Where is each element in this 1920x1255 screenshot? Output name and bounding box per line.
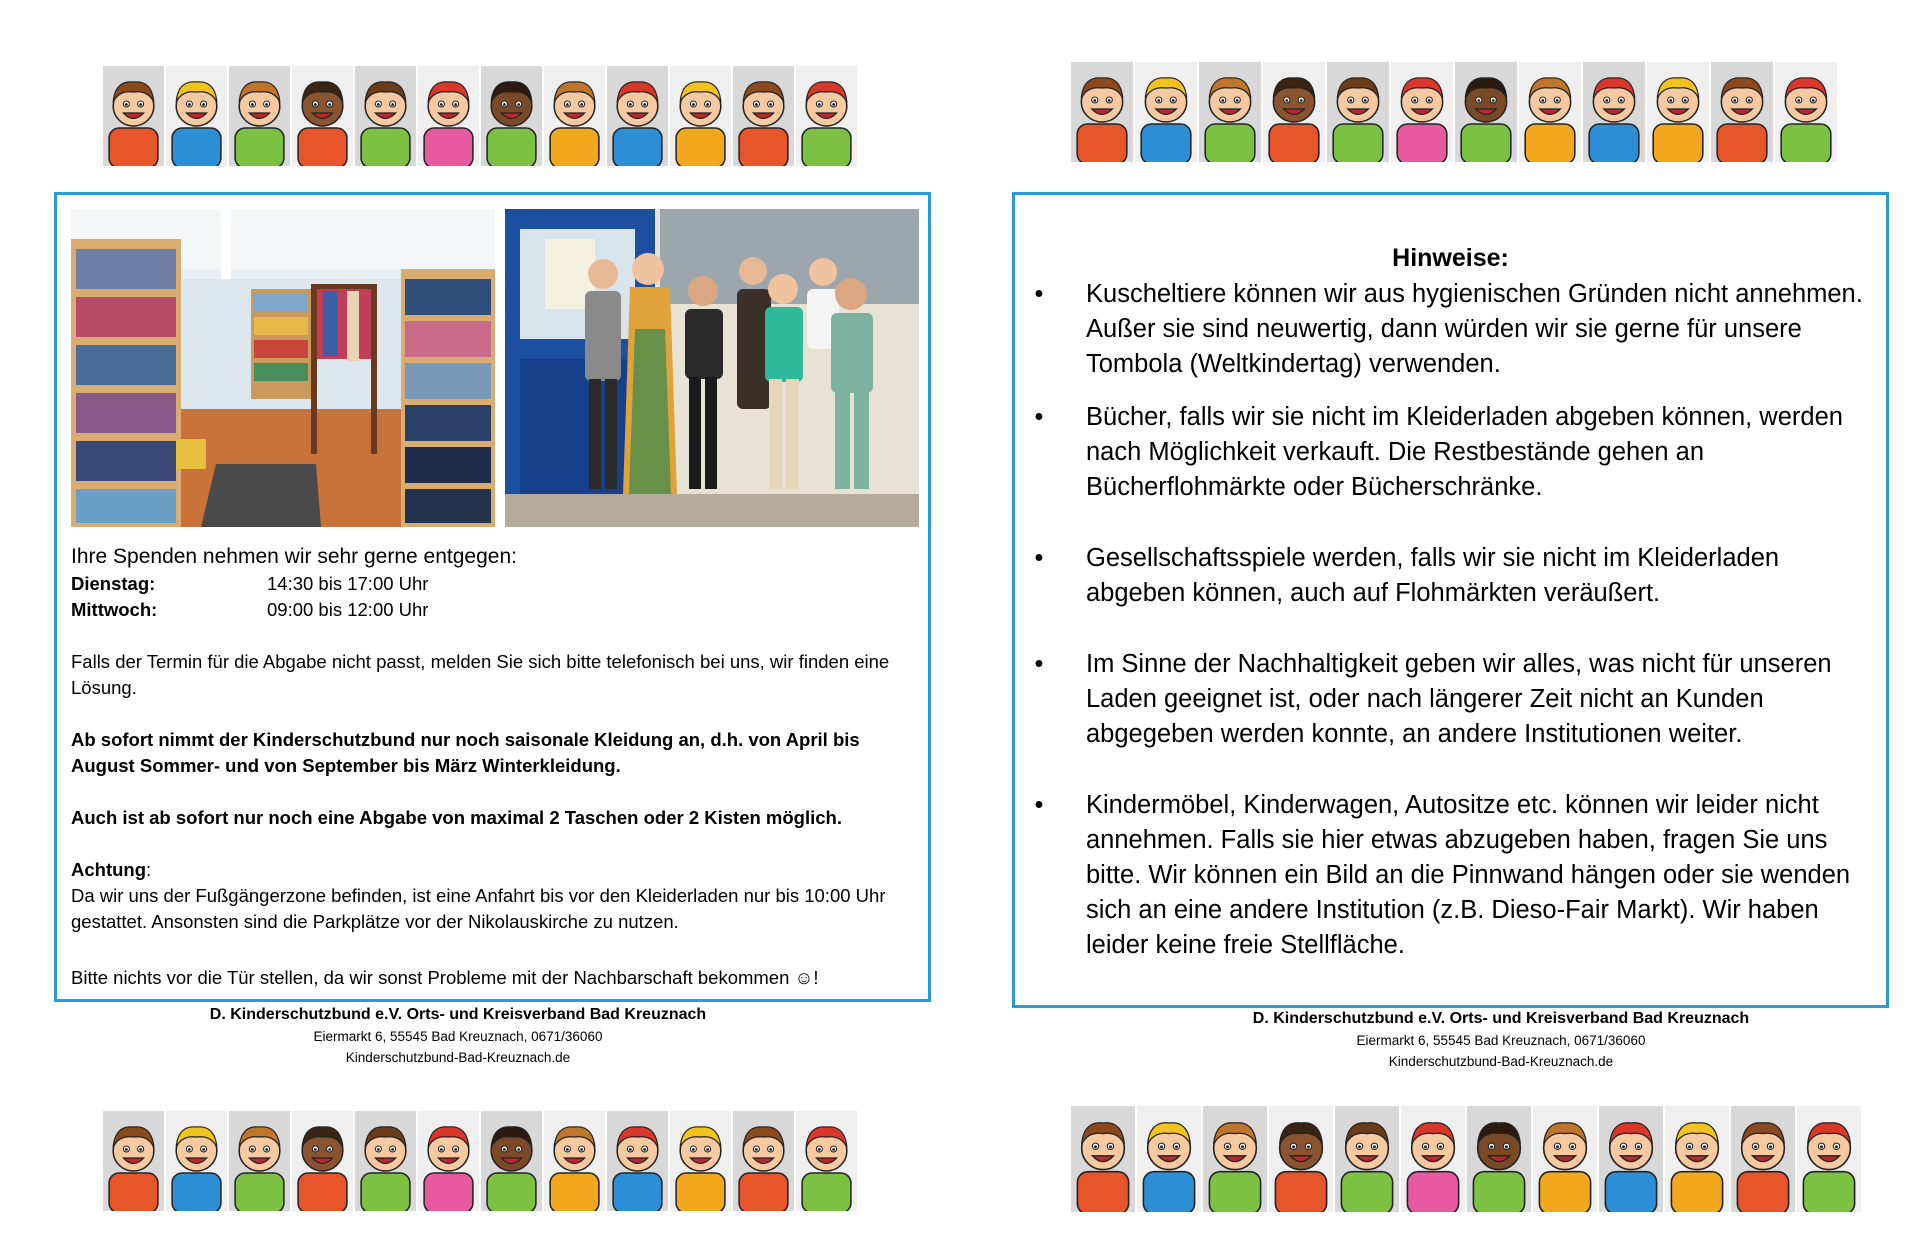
cartoon-kid-icon [607,66,668,166]
cartoon-kid-icon [544,66,605,166]
list-item [1029,647,1879,752]
cartoon-kid-icon [1583,62,1645,162]
cartoon-kid-icon [1797,1106,1861,1212]
hours-day-tuesday: Dienstag: [71,573,156,594]
street-address: Eiermarkt 6, 55545 Bad Kreuznach, 0671/36060 [313,1029,603,1044]
cartoon-kid-icon [1401,1106,1465,1212]
donation-text [71,543,921,991]
door-note: Bitte nichts vor die Tür stellen, da wir sonst Probleme mit der Nachbarschaft bekommen ☺! [71,967,819,988]
cartoon-kid-icon [607,1111,668,1211]
cartoon-kid-icon [733,66,794,166]
org-name: D. Kinderschutzbund e.V. Orts- und Kreisverband Bad Kreuznach [1252,1010,1750,1027]
hinweise-title: Hinweise: [1392,244,1509,272]
note-text: Gesellschaftsspiele werden, falls wir sie nicht im Kleiderladen abgeben können, auch auf Flohmärkten veräußert. [1086,544,1780,607]
cartoon-kid-icon [544,1111,605,1211]
bullet-icon: • [1034,544,1044,572]
cartoon-kid-icon [418,66,479,166]
kids-banner-top-left [103,66,857,166]
cartoon-kid-icon [670,66,731,166]
kids-banner-bottom-right [1071,1106,1861,1212]
donation-intro: Ihre Spenden nehmen wir sehr gerne entgegen: [71,545,517,568]
hours-day-wednesday: Mittwoch: [71,599,158,620]
cartoon-kid-icon [292,66,353,166]
cartoon-kid-icon [1731,1106,1795,1212]
list-item [1029,788,1879,963]
termin-note: Falls der Termin für die Abgabe nicht passt, melden Sie sich bitte telefonisch bei uns, wir finden eine Lösung. [71,651,890,698]
address-block-left [178,1004,738,1068]
cartoon-kid-icon [1467,1106,1531,1212]
cartoon-kid-icon [103,66,164,166]
cartoon-kid-icon [1269,1106,1333,1212]
list-item [1029,277,1879,382]
cartoon-kid-icon [1647,62,1709,162]
cartoon-kid-icon [418,1111,479,1211]
note-text: Kindermöbel, Kinderwagen, Autositze etc. können wir leider nicht annehmen. Falls sie hier etwas abzugeben haben, fragen Sie uns bitte. Wir können ein Bild an die Pinnwand hängen oder sie wenden sich an eine andere Institution (z.B. Dieso-Fair Markt). Wir haben leider keine freie Stellfläche. [1086,791,1851,959]
note-text: Bücher, falls wir sie nicht im Kleiderladen abgeben können, werden nach Möglichkeit verkauft. Die Restbestände gehen an Bücherflohmärkte oder Bücherschränke. [1086,403,1843,501]
cartoon-kid-icon [292,1111,353,1211]
cartoon-kid-icon [166,66,227,166]
cartoon-kid-icon [670,1111,731,1211]
cartoon-kid-icon [1711,62,1773,162]
cartoon-kid-icon [355,1111,416,1211]
note-text: Im Sinne der Nachhaltigkeit geben wir alles, was nicht für unseren Laden geeignet ist, oder nach längerer Zeit nicht an Kunden abgegeben werden konnte, an andere Institutionen weiter. [1086,650,1832,748]
hinweise-list [1029,277,1879,963]
kids-banner-bottom-left [103,1111,857,1211]
cartoon-kid-icon [481,1111,542,1211]
cartoon-kid-icon [1203,1106,1267,1212]
cartoon-kid-icon [166,1111,227,1211]
achtung-colon: : [146,859,152,880]
note-text: Kuscheltiere können wir aus hygienischen Gründen nicht annehmen. Außer sie sind neuwertig, dann würden wir sie gerne für unsere Tombola (Weltkindertag) verwenden. [1086,280,1863,378]
list-item [1029,400,1879,505]
bag-limit-note: Auch ist ab sofort nur noch eine Abgabe von maximal 2 Taschen oder 2 Kisten möglich. [71,807,842,828]
opening-hours [71,571,921,623]
bullet-icon: • [1034,403,1044,431]
photo-clothing-shop-interior [71,209,495,527]
website-link[interactable]: Kinderschutzbund-Bad-Kreuznach.de [345,1050,571,1065]
address-block-right [1221,1008,1781,1072]
hinweise-panel [1012,192,1889,1008]
cartoon-kid-icon [1335,1106,1399,1212]
list-item [1029,541,1879,611]
hours-time-tuesday: 14:30 bis 17:00 Uhr [267,573,429,594]
cartoon-kid-icon [1071,1106,1135,1212]
org-name: D. Kinderschutzbund e.V. Orts- und Kreisverband Bad Kreuznach [209,1006,707,1023]
bullet-icon: • [1034,280,1044,308]
cartoon-kid-icon [1263,62,1325,162]
cartoon-kid-icon [1137,1106,1201,1212]
cartoon-kid-icon [355,66,416,166]
cartoon-kid-icon [1665,1106,1729,1212]
cartoon-kid-icon [103,1111,164,1211]
cartoon-kid-icon [1071,62,1133,162]
cartoon-kid-icon [796,1111,857,1211]
cartoon-kid-icon [1135,62,1197,162]
achtung-block [71,857,921,935]
cartoon-kid-icon [1599,1106,1663,1212]
cartoon-kid-icon [733,1111,794,1211]
cartoon-kid-icon [1519,62,1581,162]
donation-info-panel [54,192,931,1002]
website-link[interactable]: Kinderschutzbund-Bad-Kreuznach.de [1388,1054,1614,1069]
hours-time-wednesday: 09:00 bis 12:00 Uhr [267,599,429,620]
photo-volunteer-group [505,209,919,527]
cartoon-kid-icon [1391,62,1453,162]
kids-banner-top-right [1071,62,1837,162]
achtung-text: Da wir uns der Fußgängerzone befinden, ist eine Anfahrt bis vor den Kleiderladen nur bis 10:00 Uhr gestattet. Ansonsten sind die Parkplätze vor der Nikolauskirche zu nutzen. [71,885,886,932]
seasonal-clothing-note: Ab sofort nimmt der Kinderschutzbund nur noch saisonale Kleidung an, d.h. von April bis August Sommer- und von September bis März Winterkleidung. [71,729,860,776]
cartoon-kid-icon [481,66,542,166]
cartoon-kid-icon [1327,62,1389,162]
cartoon-kid-icon [796,66,857,166]
cartoon-kid-icon [1775,62,1837,162]
street-address: Eiermarkt 6, 55545 Bad Kreuznach, 0671/36060 [1356,1033,1646,1048]
cartoon-kid-icon [1199,62,1261,162]
cartoon-kid-icon [229,1111,290,1211]
cartoon-kid-icon [1533,1106,1597,1212]
cartoon-kid-icon [229,66,290,166]
achtung-label: Achtung [71,859,147,880]
bullet-icon: • [1034,650,1044,678]
bullet-icon: • [1034,791,1044,819]
cartoon-kid-icon [1455,62,1517,162]
